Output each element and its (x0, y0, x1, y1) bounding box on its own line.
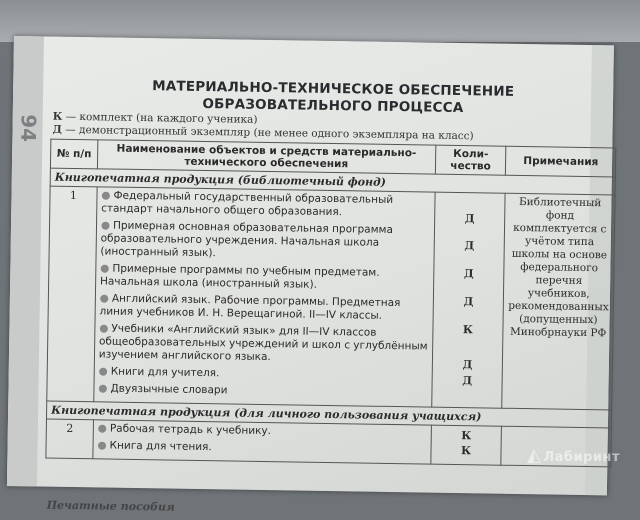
header-note: Примечания (506, 146, 616, 177)
legend (52, 111, 474, 144)
page-number: 94 (16, 114, 41, 143)
list-item (99, 292, 428, 323)
header-qty: Коли-чество (435, 145, 506, 175)
section-title: Книгопечатная продукция (библиотечный фонд) (50, 168, 615, 195)
labirint-logo-icon: ◭ (526, 445, 542, 466)
qty-value: Д (462, 374, 473, 388)
legend-k-text: — комплект (на каждого ученика) (62, 110, 258, 126)
watermark (527, 445, 620, 466)
qty-value: Д (462, 358, 473, 372)
qty-value: К (461, 429, 472, 443)
list-item (99, 322, 428, 366)
qty-value: Д (464, 239, 475, 253)
title-line-1: МАТЕРИАЛЬНО-ТЕХНИЧЕСКОЕ ОБЕСПЕЧЕНИЕ (152, 78, 515, 100)
page-margin-strip (7, 36, 44, 486)
bullet-icon: ● (101, 189, 111, 202)
row-number: 1 (47, 186, 97, 402)
equipment-table (45, 139, 616, 468)
list-item-text: Учебники «Английский язык» для II—IV классов общеобразовательных учреждений и школ с углублённым изучением английского языка. (98, 322, 428, 364)
list-item (98, 365, 427, 383)
list-item (98, 382, 427, 400)
row-items (93, 420, 431, 464)
table-row (47, 186, 615, 410)
list-item-text: Примерные программы по учебным предметам. Начальная школа (иностранный язык). (99, 262, 380, 291)
legend-d-text: — демонстрационный экземпляр (не менее одного экземпляра на класс) (61, 123, 474, 143)
qty-value: Д (463, 267, 474, 281)
list-item-text: Рабочая тетрадь к учебнику. (109, 422, 272, 438)
row-note: Библиотечный фонд комплектуется с учётом типа школы на основе федерального перечня учебников, рекомендованных (допущенных) Минобрнауки РФ (502, 193, 615, 410)
list-item (100, 219, 429, 263)
bullet-icon: ● (98, 382, 108, 395)
row-number: 2 (46, 419, 93, 459)
bullet-icon: ● (98, 365, 108, 378)
list-item (98, 422, 427, 440)
row-items (94, 187, 435, 407)
photo-background (0, 0, 640, 42)
bullet-icon: ● (100, 262, 110, 275)
footer-partial-text: Печатные пособия (46, 498, 175, 514)
header-no: № п/п (50, 139, 97, 169)
book-page (7, 36, 614, 514)
qty-value: Д (464, 212, 475, 226)
list-item-text: Английский язык. Рабочие программы. Предметная линия учебников И. Н. Верещагиной. II—IV классы. (99, 292, 401, 322)
section-title: Книгопечатная продукция (для личного пользования учащихся) (46, 401, 611, 428)
header-name: Наименование объектов и средств материально-технического обеспечения (97, 140, 435, 174)
title-line-2: ОБРАЗОВАТЕЛЬНОГО ПРОЦЕССА (202, 95, 464, 117)
legend-d-key: Д (52, 123, 62, 136)
list-item-text: Двуязычные словари (110, 382, 228, 397)
bullet-icon: ● (97, 439, 107, 452)
legend-k-key: К (52, 110, 63, 123)
bullet-icon: ● (99, 322, 109, 335)
row-qty (430, 425, 501, 465)
watermark-text: Лабиринт (543, 450, 620, 465)
list-item-text: Примерная основная образовательная программа образовательного учреждения. Начальная школа (иностранный язык). (100, 219, 394, 260)
qty-value: К (460, 444, 472, 458)
row-qty (431, 192, 505, 408)
list-item (97, 439, 426, 457)
list-item (100, 262, 429, 293)
list-item-text: Федеральный государственный образовательный стандарт начального общего образования. (101, 189, 394, 219)
list-item (101, 189, 430, 220)
list-item-text: Книги для учителя. (110, 365, 220, 380)
qty-value: К (462, 323, 474, 337)
list-item-text: Книга для чтения. (109, 439, 212, 454)
qty-value: Д (463, 295, 474, 309)
bullet-icon: ● (97, 422, 107, 435)
bullet-icon: ● (99, 292, 109, 305)
bullet-icon: ● (100, 219, 111, 232)
